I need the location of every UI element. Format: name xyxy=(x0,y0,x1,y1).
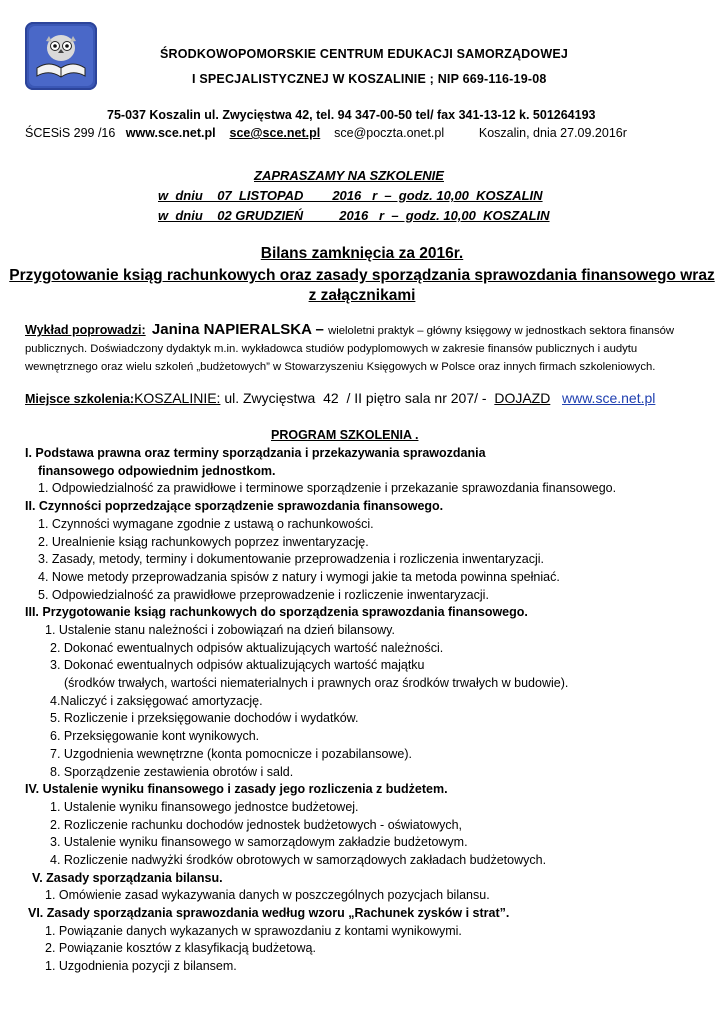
venue-address: ul. Zwycięstwa 42 / II piętro sala nr 207/ - xyxy=(220,390,495,406)
directions-link[interactable]: DOJAZD xyxy=(494,390,551,406)
program-section-2: II. Czynności poprzedzające sporządzenie sprawozdania finansowego. xyxy=(25,499,444,513)
program-item: 1. Uzgodnienia pozycji z bilansem. xyxy=(45,959,237,973)
website-link[interactable]: www.sce.net.pl xyxy=(125,126,216,140)
program-item: 1. Ustalenie stanu należności i zobowiązań na dzień bilansowy. xyxy=(45,623,395,637)
program-item: 6. Przeksięgowanie kont wynikowych. xyxy=(50,729,260,743)
org-name-line1: ŚRODKOWOPOMORSKIE CENTRUM EDUKACJI SAMORZĄDOWEJ xyxy=(160,47,569,61)
lecturer-dash: – xyxy=(311,321,329,338)
lecturer-section xyxy=(25,321,685,376)
invitation-heading: ZAPRASZAMY NA SZKOLENIE xyxy=(254,168,444,183)
lecturer-name: Janina NAPIERALSKA xyxy=(151,321,312,338)
program-item: 1. Ustalenie wyniku finansowego jednostce budżetowej. xyxy=(50,800,359,814)
lecturer-description: wieloletni praktyk – główny księgowy w jednostkach sektora finansów publicznych. Doświadczony dydaktyk m.in. wykładowca studiów podyplomowych w zakresie finansów publicznych i audytu wewnętrznego oraz wielu szkoleń „budżetowych” w Stowarzyszeniu Księgowych w Polsce oraz innych firmach szkoleniowych. xyxy=(25,325,675,373)
program-heading: PROGRAM SZKOLENIA . xyxy=(271,428,419,442)
program-item: 1. Omówienie zasad wykazywania danych w poszczególnych pozycjach bilansu. xyxy=(45,888,490,902)
lecturer-label: Wykład poprowadzi: xyxy=(25,323,146,337)
place-and-date: Koszalin, dnia 27.09.2016r xyxy=(478,126,627,140)
program-item: 2. Urealnienie ksiąg rachunkowych poprzez inwentaryzację. xyxy=(38,535,369,549)
program-item: 3. Zasady, metody, terminy i dokumentowanie przeprowadzenia i rozliczenia inwentaryzacji. xyxy=(38,552,545,566)
program-item: 4.Naliczyć i zaksięgować amortyzację. xyxy=(50,694,263,708)
org-address: 75-037 Koszalin ul. Zwycięstwa 42, tel. 94 347-00-50 tel/ fax 341-13-12 k. 501264193 xyxy=(107,108,596,122)
training-title-line3: z załącznikami xyxy=(308,287,416,304)
venue-label: Miejsce szkolenia: xyxy=(25,392,135,406)
program-item: 4. Nowe metody przeprowadzania spisów z natury i wymogi jakie ta metoda powinna spełniać. xyxy=(38,570,560,584)
email-link-primary[interactable]: sce@sce.net.pl xyxy=(229,126,321,140)
program-item: 2. Dokonać ewentualnych odpisów aktualizujących wartość należności. xyxy=(50,641,444,655)
invitation-date-2: w dniu 02 GRUDZIEŃ 2016 r – godz. 10,00 KOSZALIN xyxy=(158,208,550,223)
program-item: 2. Powiązanie kosztów z klasyfikacją budżetową. xyxy=(45,941,316,955)
owl-book-logo-icon xyxy=(25,22,97,90)
venue-line xyxy=(25,390,655,406)
org-name-line2: I SPECJALISTYCZNEJ W KOSZALINIE ; NIP 669-116-19-08 xyxy=(192,72,547,86)
venue-city: KOSZALINIE: xyxy=(134,390,221,406)
program-item: 1. Czynności wymagane zgodnie z ustawą o rachunkowości. xyxy=(38,517,374,531)
program-item: 3. Ustalenie wyniku finansowego w samorządowym zakładzie budżetowym. xyxy=(50,835,468,849)
program-section-4: IV. Ustalenie wyniku finansowego i zasady jego rozliczenia z budżetem. xyxy=(25,782,448,796)
program-item: 1. Odpowiedzialność za prawidłowe i terminowe sporządzenie i przekazanie sprawozdania finansowego. xyxy=(38,481,617,495)
program-item: 3. Dokonać ewentualnych odpisów aktualizujących wartość majątku xyxy=(50,658,425,672)
program-section-1-cont: finansowego odpowiednim jednostkom. xyxy=(38,464,276,478)
program-section-6: VI. Zasady sporządzania sprawozdania według wzoru „Rachunek zysków i strat”. xyxy=(28,906,510,920)
program-item: 8. Sporządzenie zestawienia obrotów i sald. xyxy=(50,765,294,779)
program-item: 5. Rozliczenie i przeksięgowanie dochodów i wydatków. xyxy=(50,711,359,725)
program-item: (środków trwałych, wartości niematerialnych i prawnych oraz środków trwałych w budowie). xyxy=(64,676,569,690)
program-item: 7. Uzgodnienia wewnętrzne (konta pomocnicze i pozabilansowe). xyxy=(50,747,413,761)
program-section-3: III. Przygotowanie ksiąg rachunkowych do sporządzenia sprawozdania finansowego. xyxy=(25,605,528,619)
contact-line xyxy=(25,126,627,140)
venue-website-link[interactable]: www.sce.net.pl xyxy=(562,390,656,406)
training-title-line1: Bilans zamknięcia za 2016r. xyxy=(260,245,464,262)
program-item: 4. Rozliczenie nadwyżki środków obrotowych w samorządowych zakładach budżetowych. xyxy=(50,853,547,867)
program-section-5: V. Zasady sporządzania bilansu. xyxy=(32,871,223,885)
email-link-secondary[interactable]: sce@poczta.onet.pl xyxy=(334,126,445,140)
program-section-1: I. Podstawa prawna oraz terminy sporządzania i przekazywania sprawozdania xyxy=(25,446,486,460)
program-item: 2. Rozliczenie rachunku dochodów jednostek budżetowych - oświatowych, xyxy=(50,818,463,832)
program-item: 1. Powiązanie danych wykazanych w sprawozdaniu z kontami wynikowymi. xyxy=(45,924,462,938)
program-item: 5. Odpowiedzialność za prawidłowe przeprowadzenie i rozliczenie inwentaryzacji. xyxy=(38,588,489,602)
invitation-date-1: w dniu 07 LISTOPAD 2016 r – godz. 10,00 KOSZALIN xyxy=(158,188,543,203)
document-reference: ŚCESiS 299 /16 xyxy=(25,126,116,140)
organization-logo xyxy=(25,22,97,90)
training-title-line2: Przygotowanie ksiąg rachunkowych oraz zasady sporządzania sprawozdania finansowego wraz xyxy=(9,267,715,284)
